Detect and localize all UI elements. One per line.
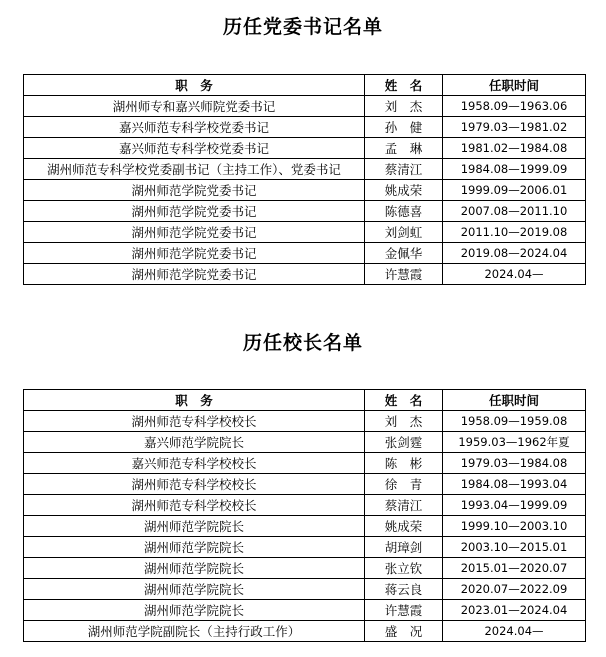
position-cell: 嘉兴师范学院院长 bbox=[24, 432, 365, 453]
term-cell: 2023.01—2024.04 bbox=[443, 600, 586, 621]
table-row bbox=[24, 96, 586, 117]
position-cell: 湖州师范学院党委书记 bbox=[24, 201, 365, 222]
name-cell: 刘剑虹 bbox=[365, 222, 443, 243]
position-cell: 湖州师范学院党委书记 bbox=[24, 243, 365, 264]
table-row bbox=[24, 201, 586, 222]
table-row bbox=[24, 180, 586, 201]
term-cell: 1984.08—1993.04 bbox=[443, 474, 586, 495]
name-cell: 蔡清江 bbox=[365, 495, 443, 516]
position-cell: 湖州师范专科学校党委副书记（主持工作）、党委书记 bbox=[24, 159, 365, 180]
name-cell: 徐 青 bbox=[365, 474, 443, 495]
header-name: 姓 名 bbox=[365, 75, 443, 96]
name-cell: 蔡清江 bbox=[365, 159, 443, 180]
table-row bbox=[24, 558, 586, 579]
position-cell: 湖州师范学院党委书记 bbox=[24, 264, 365, 285]
table-row bbox=[24, 453, 586, 474]
name-cell: 许慧霞 bbox=[365, 600, 443, 621]
term-cell: 1958.09—1963.06 bbox=[443, 96, 586, 117]
term-cell: 2024.04— bbox=[443, 621, 586, 642]
header-position: 职 务 bbox=[24, 75, 365, 96]
name-cell: 姚成荣 bbox=[365, 516, 443, 537]
position-cell: 湖州师范学院副院长（主持行政工作） bbox=[24, 621, 365, 642]
position-cell: 湖州师范学院院长 bbox=[24, 558, 365, 579]
term-cell: 1979.03—1981.02 bbox=[443, 117, 586, 138]
table-row bbox=[24, 243, 586, 264]
name-cell: 陈德喜 bbox=[365, 201, 443, 222]
term-cell: 1993.04—1999.09 bbox=[443, 495, 586, 516]
table-row bbox=[24, 537, 586, 558]
name-cell: 孟 琳 bbox=[365, 138, 443, 159]
term-cell: 2011.10—2019.08 bbox=[443, 222, 586, 243]
term-cell: 1999.10—2003.10 bbox=[443, 516, 586, 537]
presidents-rows bbox=[24, 411, 586, 642]
presidents-table bbox=[23, 389, 586, 642]
header-term: 任职时间 bbox=[443, 75, 586, 96]
term-cell: 1984.08—1999.09 bbox=[443, 159, 586, 180]
name-cell: 姚成荣 bbox=[365, 180, 443, 201]
name-cell: 刘 杰 bbox=[365, 96, 443, 117]
position-cell: 嘉兴师范专科学校党委书记 bbox=[24, 117, 365, 138]
table-row bbox=[24, 495, 586, 516]
term-cell: 2007.08—2011.10 bbox=[443, 201, 586, 222]
name-cell: 金佩华 bbox=[365, 243, 443, 264]
table-row bbox=[24, 516, 586, 537]
position-cell: 湖州师范学院院长 bbox=[24, 516, 365, 537]
position-cell: 嘉兴师范专科学校校长 bbox=[24, 453, 365, 474]
party-secretaries-rows bbox=[24, 96, 586, 285]
position-cell: 湖州师范学院党委书记 bbox=[24, 180, 365, 201]
table-row bbox=[24, 222, 586, 243]
term-cell: 1981.02—1984.08 bbox=[443, 138, 586, 159]
name-cell: 张立钦 bbox=[365, 558, 443, 579]
table-row bbox=[24, 579, 586, 600]
name-cell: 刘 杰 bbox=[365, 411, 443, 432]
name-cell: 陈 彬 bbox=[365, 453, 443, 474]
table-row bbox=[24, 138, 586, 159]
position-cell: 湖州师范专科学校校长 bbox=[24, 495, 365, 516]
table-row bbox=[24, 474, 586, 495]
table-row bbox=[24, 117, 586, 138]
header-name: 姓 名 bbox=[365, 390, 443, 411]
position-cell: 湖州师专和嘉兴师院党委书记 bbox=[24, 96, 365, 117]
table-row bbox=[24, 264, 586, 285]
table-row bbox=[24, 432, 586, 453]
term-cell: 1959.03—1962年夏 bbox=[443, 432, 586, 453]
name-cell: 孙 健 bbox=[365, 117, 443, 138]
position-cell: 嘉兴师范专科学校党委书记 bbox=[24, 138, 365, 159]
name-cell: 许慧霞 bbox=[365, 264, 443, 285]
name-cell: 盛 况 bbox=[365, 621, 443, 642]
table-header-row bbox=[24, 75, 586, 96]
name-cell: 张剑霆 bbox=[365, 432, 443, 453]
position-cell: 湖州师范专科学校校长 bbox=[24, 411, 365, 432]
term-cell: 1999.09—2006.01 bbox=[443, 180, 586, 201]
header-position: 职 务 bbox=[24, 390, 365, 411]
table-row bbox=[24, 411, 586, 432]
table-header-row bbox=[24, 390, 586, 411]
presidents-title: 历任校长名单 bbox=[242, 332, 363, 354]
position-cell: 湖州师范学院院长 bbox=[24, 537, 365, 558]
term-cell: 1979.03—1984.08 bbox=[443, 453, 586, 474]
table-row bbox=[24, 159, 586, 180]
name-cell: 蒋云良 bbox=[365, 579, 443, 600]
term-cell: 2024.04— bbox=[443, 264, 586, 285]
term-cell: 2015.01—2020.07 bbox=[443, 558, 586, 579]
term-cell: 1958.09—1959.08 bbox=[443, 411, 586, 432]
position-cell: 湖州师范学院院长 bbox=[24, 600, 365, 621]
position-cell: 湖州师范学院院长 bbox=[24, 579, 365, 600]
name-cell: 胡璋剑 bbox=[365, 537, 443, 558]
table-row bbox=[24, 621, 586, 642]
header-term: 任职时间 bbox=[443, 390, 586, 411]
table-row bbox=[24, 600, 586, 621]
party-secretaries-table bbox=[23, 74, 586, 285]
term-cell: 2019.08—2024.04 bbox=[443, 243, 586, 264]
term-cell: 2020.07—2022.09 bbox=[443, 579, 586, 600]
position-cell: 湖州师范学院党委书记 bbox=[24, 222, 365, 243]
term-cell: 2003.10—2015.01 bbox=[443, 537, 586, 558]
party-secretaries-title: 历任党委书记名单 bbox=[222, 16, 383, 38]
position-cell: 湖州师范专科学校校长 bbox=[24, 474, 365, 495]
